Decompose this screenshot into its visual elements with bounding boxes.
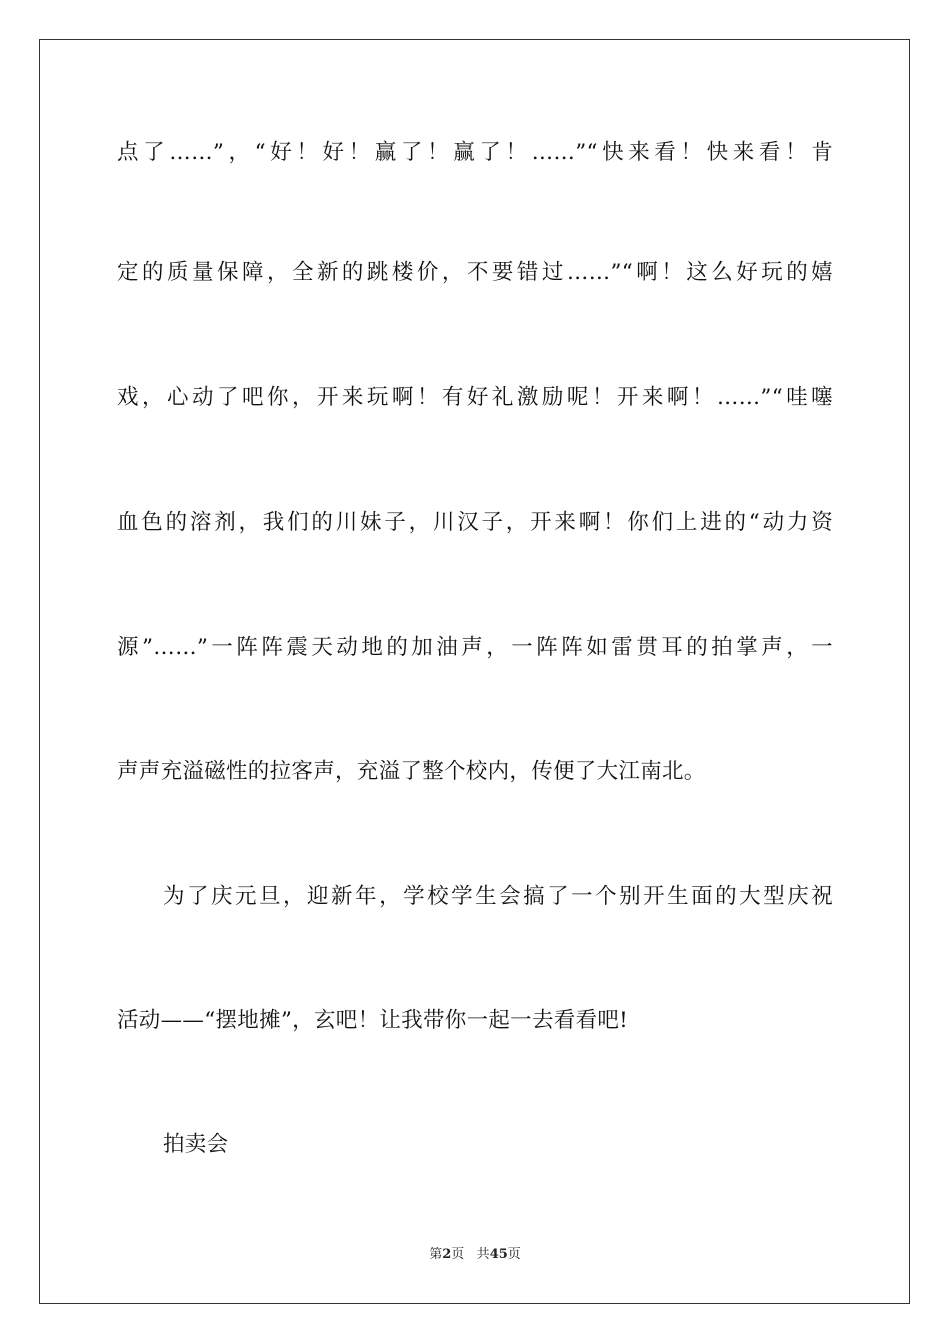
total-pages: 45: [489, 1247, 508, 1262]
total-prefix: 共: [476, 1247, 490, 1262]
page-footer: [0, 1246, 950, 1264]
body-text-line-4: 血色的溶剂，我们的川妹子，川汉子，开来啊！你们上进的“动力资: [117, 510, 833, 535]
body-text-line-2: 定的质量保障，全新的跳楼价，不要错过……”“啊！这么好玩的嬉: [117, 260, 833, 285]
page-number: 2: [442, 1247, 452, 1262]
section-heading: 拍卖会: [163, 1132, 229, 1157]
body-text-line-5: 源”……”一阵阵震天动地的加油声，一阵阵如雷贯耳的拍掌声，一: [117, 635, 833, 660]
body-text-line-6: 声声充溢磁性的拉客声，充溢了整个校内，传便了大江南北。: [117, 759, 706, 784]
body-text-line-1: 点了……”，“好！好！赢了！赢了！……”“快来看！快来看！肯: [117, 140, 833, 165]
body-text-line-3: 戏，心动了吧你，开来玩啊！有好礼激励呢！开来啊！……”“哇噻: [117, 385, 833, 410]
body-text-line-7: 为了庆元旦，迎新年，学校学生会搞了一个别开生面的大型庆祝: [163, 884, 833, 909]
body-text-line-8: 活动——“摆地摊”，玄吧！让我带你一起一去看看吧!: [117, 1008, 629, 1033]
page-prefix: 第: [429, 1247, 443, 1262]
page-border: [39, 39, 910, 1304]
total-suffix: 页: [507, 1247, 521, 1262]
page-suffix: 页: [451, 1247, 465, 1262]
